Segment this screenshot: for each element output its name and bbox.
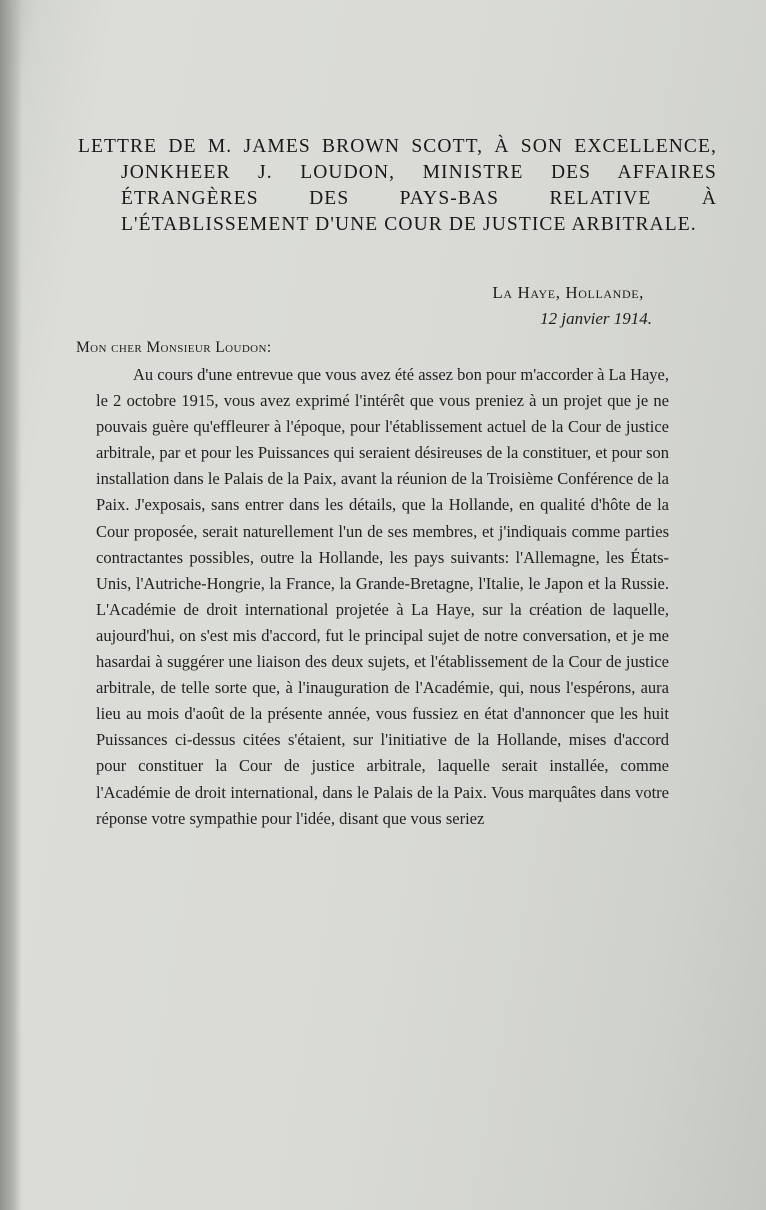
- letter-date: 12 janvier 1914.: [540, 309, 652, 328]
- letter-salutation: Mon cher Monsieur Loudon:: [76, 339, 272, 356]
- letter-heading: LETTRE DE M. JAMES BROWN SCOTT, À SON EXCELLENCE, JONKHEER J. LOUDON, MINISTRE DES AFFAIRES ÉTRANGÈRES DES PAYS-BAS RELATIVE À L'ÉTABLISSEMENT D'UNE COUR DE JUSTICE ARBITRALE.: [78, 136, 717, 235]
- letter-body-paragraph: Au cours d'une entrevue que vous avez été assez bon pour m'accorder à La Haye, le 2 octobre 1915, vous avez exprimé l'intérêt que vous preniez à un projet que je ne pouvais guère qu'effleurer à l'époque, pour l'établissement actuel de la Cour de justice arbitrale, par et pour les Puissances qui seraient désireuses de la constituer, et pour son installation dans le Palais de la Paix, avant la réunion de la Troisième Conférence de la Paix. J'exposais, sans entrer dans les détails, que la Hollande, en qualité d'hôte de la Cour proposée, serait naturellement l'un de ses membres, et j'indiquais comme parties contractantes possibles, outre la Hollande, les pays suivants: l'Allemagne, les États-Unis, l'Autriche-Hongrie, la France, la Grande-Bretagne, l'Italie, le Japon et la Russie. L'Académie de droit international projetée à La Haye, sur la création de laquelle, aujourd'hui, on s'est mis d'accord, fut le principal sujet de notre conversation, et je me hasardai à suggérer une liaison des deux sujets, et l'établissement de la Cour de justice arbitrale, de telle sorte que, à l'inauguration de l'Académie, qui, nous l'espérons, aura lieu au mois d'août de la présente année, vous fussiez en état d'annoncer que les huit Puissances ci-dessus citées s'étaient, sur l'initiative de la Hollande, mises d'accord pour constituer la Cour de justice arbitrale, laquelle serait installée, comme l'Académie de droit international, dans le Palais de la Paix. Vous marquâtes dans votre réponse votre sympathie pour l'idée, disant que vous seriez: [96, 365, 670, 828]
- page-gutter-shadow: [0, 0, 22, 1210]
- letter-place: La Haye, Hollande,: [492, 283, 644, 302]
- place-date-block: [300, 280, 652, 332]
